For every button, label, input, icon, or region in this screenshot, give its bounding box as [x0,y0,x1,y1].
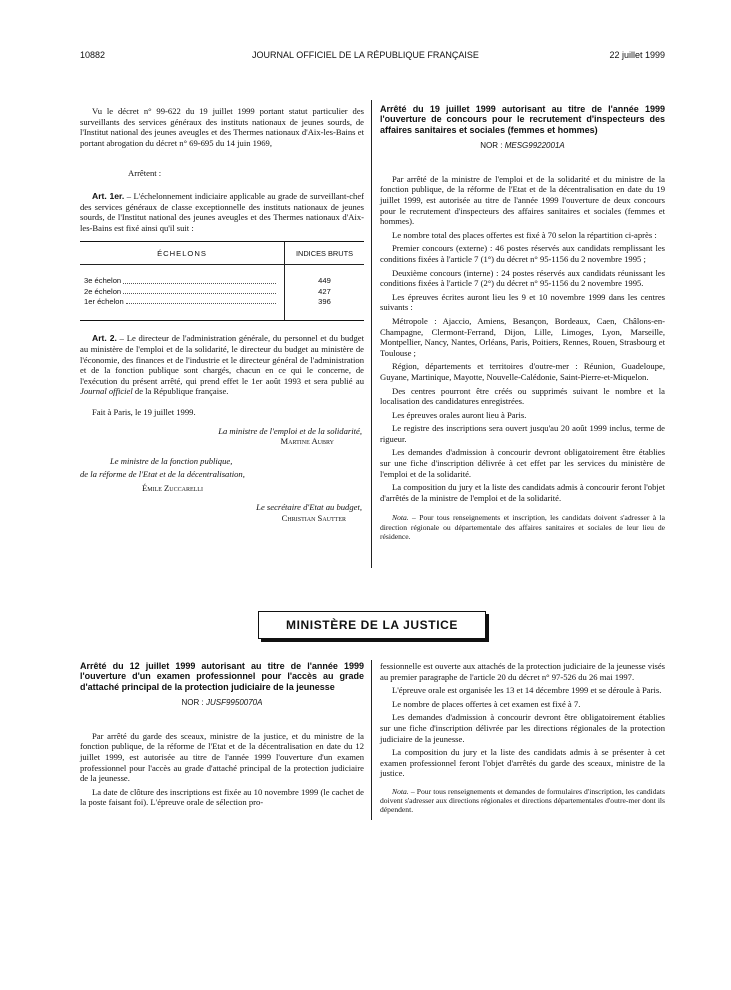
fait-a-paris: Fait à Paris, le 19 juillet 1999. [92,406,196,417]
table-cell-indice: 449 [318,276,331,286]
paragraph: Région, départements et territoires d'outre-mer : Réunion, Guadeloupe, Guyane, Martinique, Mayotte, Nouvelle-Calédonie, Saint-Pierre-et-Miquelon. [380,361,665,382]
nor-reference-2: NOR : JUSF9950070A [181,698,263,708]
paragraph: Par arrêté de la ministre de l'emploi et de la solidarité et du ministre de la fonction publique, de la réforme de l'Etat et de la décentralisation en date du 19 juillet 1999, est autorisée au titre de l'année 1999 l'ouverture de deux concours pour le recrutement d'inspecteurs des affaires sanitaires et sociales (femmes et hommes). [380,173,665,227]
nota-1: Nota. – Pour tous renseignements et inscription, les candidats doivent s'adresser à la direction régionale ou départementale des affaires sanitaires et sociales de leur lieu de résidence. [380,513,665,541]
table-cell-indice: 396 [318,296,331,306]
left-column-top [80,106,364,524]
paragraph: Premier concours (externe) : 46 postes réservés aux candidats remplissant les conditions fixées à l'article 7 (1°) du décret n° 95-1156 du 2 novembre 1995 ; [380,243,665,264]
paragraph: Par arrêté du garde des sceaux, ministre de la justice, et du ministre de la fonction publique, de la réforme de l'Etat et de la décentralisation en date du 12 juillet 1999, est autorisée au titre de l'année 1999 l'ouverture d'un examen professionnel pour l'accès au grade d'attaché principal de la protection judiciaire de la jeunesse. [80,730,364,784]
paragraph: Les demandes d'admission à concourir devront obligatoirement être établies sur une fiche d'inscription délivrée à cet effet par les services du ministère de l'emploi et de la solidarité. [380,447,665,479]
signature-3-name: Christian Sautter [281,513,346,524]
issue-date: 22 juillet 1999 [609,50,665,60]
paragraph: Deuxième concours (interne) : 24 postes réservés aux candidats réunissant les conditions fixées à l'article 7 (2°) du décret n° 95-1156 du 2 novembre 1995. [380,267,665,289]
nor-reference-1: NOR : MESG9922001A [480,141,565,151]
paragraph: L'épreuve orale est organisée les 13 et 14 décembre 1999 et se déroule à Paris. [392,685,662,696]
paragraph: Le nombre de places offertes à cet examen est fixé à 7. [392,698,581,709]
ministry-banner: MINISTÈRE DE LA JUSTICE [258,611,486,639]
column-divider-bottom [371,660,372,820]
paragraph: La composition du jury et la liste des candidats admis à concourir feront l'objet d'arrêtés de la ministre de l'emploi et de la solidarité. [380,482,665,503]
signature-2-role: Le ministre de la fonction publique, [110,455,233,466]
article-1-label: Art. 1er. [92,190,125,201]
left-column-bottom [80,661,364,811]
article-2: Art. 2. – Le directeur de l'administration générale, du personnel et du budget au ministère de l'emploi et de la solidarité, le directeur du budget au ministère de l'économie, des finances et de l'industrie et le directeur général de l'administration et de la fonction publique sont chargés, chacun en ce qui le concerne, de l'exécution du présent arrêté, qui prend effet le 1er août 1993 et sera publié au Journal officiel de la République française. [80,333,364,397]
paragraph: La date de clôture des inscriptions est fixée au 10 novembre 1999 (le cachet de la poste faisant foi). L'épreuve orale de sélection pro- [80,786,364,808]
table-row: 2e échelon [84,287,276,297]
table-cell-indice: 427 [318,286,331,296]
paragraph: Les épreuves écrites auront lieu les 9 et 10 novembre 1999 dans les centres suivants : [380,291,665,313]
signature-2-role-cont: de la réforme de l'Etat et de la décentralisation, [80,469,245,480]
paragraph: Métropole : Ajaccio, Amiens, Besançon, Bordeaux, Caen, Châlons-en-Champagne, Clermont-Ferrand, Dijon, Lille, Limoges, Lyon, Marseille, Montpellier, Nancy, Nantes, Orléans, Paris, Poitiers, Rennes, Rouen, Strasbourg et Toulouse ; [380,315,665,358]
paragraph: Les épreuves orales auront lieu à Paris. [392,409,527,420]
page-number: 10882 [80,50,106,60]
signature-1-name: Martine Aubry [280,436,334,447]
paragraph: La composition du jury et la liste des candidats admis à se présenter à cet examen professionnel feront l'objet d'arrêtés du garde des sceaux, ministre de la justice. [380,747,665,779]
right-column-top [380,104,665,544]
decree-title-1: Arrêté du 19 juillet 1999 autorisant au titre de l'année 1999 l'ouverture de concours pour le recrutement d'inspecteurs des affaires sanitaires et sociales (femmes et hommes) [380,104,665,135]
paragraph: Le nombre total des places offertes est fixé à 70 selon la répartition ci-après : [392,229,657,240]
paragraph: Le registre des inscriptions sera ouvert jusqu'au 20 août 1999 inclus, terme de rigueur. [380,423,665,444]
table-header-echelons: ÉCHELONS [157,249,207,259]
paragraph: Les demandes d'admission à concourir devront être obligatoirement établies sur une fiche d'inscription délivrée par les directions régionales de la protection judiciaire de la jeunesse. [380,712,665,744]
right-column-bottom [380,661,665,818]
signature-1-role: La ministre de l'emploi et de la solidarité, [218,425,362,436]
echelons-table [80,241,364,321]
paragraph: fessionnelle est ouverte aux attachés de la protection judiciaire de la jeunesse visés au premier paragraphe de l'article 20 du décret n° 97-526 du 26 mai 1997. [380,661,665,682]
table-row: 3e échelon [84,276,276,286]
signature-2-name: Émile Zuccarelli [142,482,203,493]
paragraph: Des centres pourront être créés ou supprimés suivant le nombre et la localisation des candidatures enregistrées. [380,385,665,407]
article-1-text: – L'échelonnement indiciaire applicable au grade de surveillant-chef des services généraux de classe exceptionnelle des instituts nationaux de jeunes sourds, de l'Institut national des jeunes aveugles et des Thermes nationaux d'Aix-les-Bains est fixé ainsi qu'il suit : [80,190,364,233]
journal-title: JOURNAL OFFICIEL DE LA RÉPUBLIQUE FRANÇAISE [252,50,479,60]
column-divider-top [371,100,372,568]
article-1 [80,191,364,233]
vu-paragraph: Vu le décret n° 99-622 du 19 juillet 1999 portant statut particulier des surveillants des services généraux des instituts nationaux de jeunes sourds, de l'Institut national des jeunes aveugles et des Thermes nationaux d'Aix-les-Bains et portant abrogation du décret n° 69-695 du 14 juin 1969, [80,106,364,148]
article-2-label: Art. 2. [92,333,117,344]
signature-3-role: Le secrétaire d'Etat au budget, [256,502,362,513]
arretent: Arrêtent : [128,168,162,179]
decree-title-2: Arrêté du 12 juillet 1999 autorisant au titre de l'année 1999 l'ouverture d'un examen professionnel pour l'accès au grade d'attaché principal de la protection judiciaire de la jeunesse [80,661,364,692]
nota-2: Nota. – Pour tous renseignements et demandes de formulaires d'inscription, les candidats doivent s'adresser aux directions régionales et directions départementales d'outre-mer dont ils dépendent. [380,786,665,815]
table-row: 1er échelon [84,297,276,307]
table-header-indices: INDICES BRUTS [295,249,354,259]
